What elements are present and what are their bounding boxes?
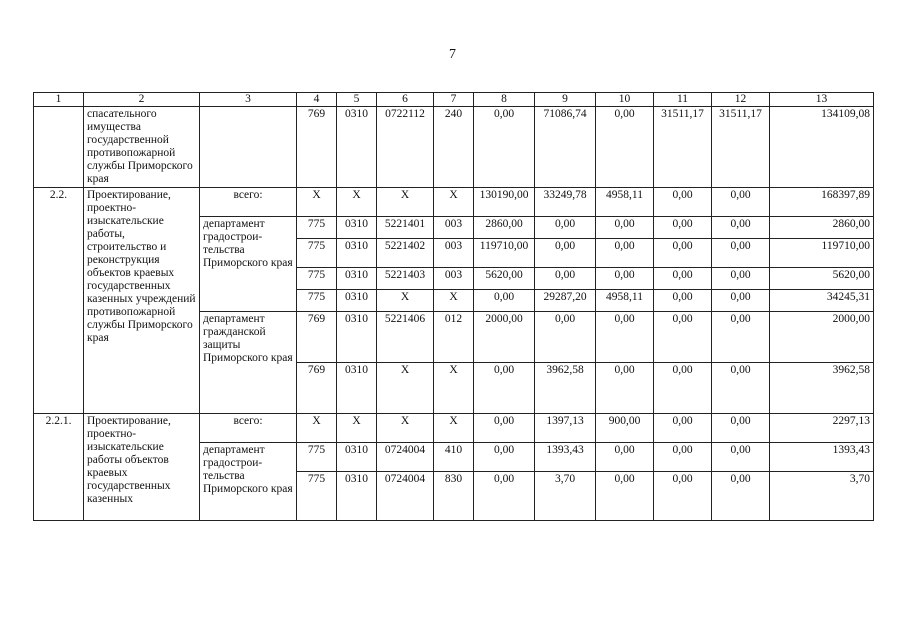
cell-total: 119710,00 [770, 239, 874, 268]
cell-csr: 5221406 [377, 312, 434, 363]
cell-rz-pr: 0310 [337, 312, 377, 363]
column-header-10: 10 [596, 93, 654, 107]
cell-rz-pr: Х [337, 188, 377, 217]
cell-grbs: 769 [297, 363, 337, 414]
cell-value-col11: 0,00 [654, 290, 712, 312]
column-header-2: 2 [84, 93, 200, 107]
cell-value-col12: 0,00 [712, 312, 770, 363]
cell-value-col9: 0,00 [535, 217, 596, 239]
cell-csr: 0722112 [377, 107, 434, 188]
column-header-8: 8 [474, 93, 535, 107]
cell-total: 2297,13 [770, 414, 874, 443]
cell-value-col11: 31511,17 [654, 107, 712, 188]
row-number [34, 107, 84, 188]
column-header-11: 11 [654, 93, 712, 107]
cell-value-col8: 0,00 [474, 107, 535, 188]
cell-value-col11: 0,00 [654, 414, 712, 443]
column-header-12: 12 [712, 93, 770, 107]
cell-value-col10: 0,00 [596, 268, 654, 290]
cell-value-col9: 0,00 [535, 312, 596, 363]
cell-value-col8: 119710,00 [474, 239, 535, 268]
cell-vr: 410 [434, 443, 474, 472]
column-header-5: 5 [337, 93, 377, 107]
cell-grbs: 769 [297, 312, 337, 363]
cell-grbs: 775 [297, 290, 337, 312]
cell-total: 134109,08 [770, 107, 874, 188]
row-executor: департамент градострои-тельства Приморского края [200, 443, 297, 521]
cell-csr: 5221401 [377, 217, 434, 239]
column-header-9: 9 [535, 93, 596, 107]
cell-rz-pr: Х [337, 414, 377, 443]
cell-value-col8: 0,00 [474, 363, 535, 414]
cell-csr: Х [377, 363, 434, 414]
cell-value-col12: 0,00 [712, 363, 770, 414]
row-executor [200, 107, 297, 188]
column-header-13: 13 [770, 93, 874, 107]
cell-total: 2000,00 [770, 312, 874, 363]
row-total-label: всего: [200, 414, 297, 443]
cell-grbs: 775 [297, 268, 337, 290]
cell-csr: Х [377, 290, 434, 312]
cell-total: 2860,00 [770, 217, 874, 239]
column-header-7: 7 [434, 93, 474, 107]
cell-value-col9: 71086,74 [535, 107, 596, 188]
cell-value-col12: 0,00 [712, 443, 770, 472]
cell-value-col12: 0,00 [712, 217, 770, 239]
table-row [34, 414, 874, 443]
cell-total: 1393,43 [770, 443, 874, 472]
row-description: Проектирование, проектно-изыскательские работы, строительство и реконструкция объектов краевых государственных казенных учреждений противопожарной службы Приморского края [84, 188, 200, 414]
cell-total: 3962,58 [770, 363, 874, 414]
cell-value-col11: 0,00 [654, 217, 712, 239]
cell-grbs: 775 [297, 239, 337, 268]
cell-rz-pr: 0310 [337, 268, 377, 290]
cell-value-col9: 1393,43 [535, 443, 596, 472]
cell-value-col11: 0,00 [654, 363, 712, 414]
row-executor: департамент градострои-тельства Приморского края [200, 217, 297, 312]
cell-csr: 5221403 [377, 268, 434, 290]
row-description: Проектирование, проектно-изыскательские работы объектов краевых государственных казенных [84, 414, 200, 521]
row-number: 2.2.1. [34, 414, 84, 521]
cell-value-col8: 0,00 [474, 290, 535, 312]
cell-value-col11: 0,00 [654, 443, 712, 472]
header-row [34, 93, 874, 107]
cell-rz-pr: 0310 [337, 290, 377, 312]
cell-value-col11: 0,00 [654, 268, 712, 290]
cell-vr: Х [434, 290, 474, 312]
cell-value-col10: 0,00 [596, 239, 654, 268]
cell-value-col12: 0,00 [712, 414, 770, 443]
cell-value-col8: 0,00 [474, 472, 535, 521]
budget-table [33, 92, 874, 521]
cell-value-col12: 0,00 [712, 268, 770, 290]
cell-value-col8: 0,00 [474, 443, 535, 472]
cell-value-col10: 0,00 [596, 217, 654, 239]
cell-vr: 003 [434, 217, 474, 239]
cell-value-col12: 0,00 [712, 239, 770, 268]
cell-vr: Х [434, 363, 474, 414]
cell-csr: 5221402 [377, 239, 434, 268]
cell-rz-pr: 0310 [337, 363, 377, 414]
cell-grbs: Х [297, 188, 337, 217]
cell-vr: 240 [434, 107, 474, 188]
cell-value-col10: 0,00 [596, 363, 654, 414]
cell-rz-pr: 0310 [337, 239, 377, 268]
cell-value-col10: 4958,11 [596, 188, 654, 217]
cell-grbs: 769 [297, 107, 337, 188]
cell-total: 5620,00 [770, 268, 874, 290]
cell-csr: Х [377, 188, 434, 217]
row-description: спасательного имущества государственной противопожарной службы Приморского края [84, 107, 200, 188]
cell-value-col10: 0,00 [596, 107, 654, 188]
cell-value-col9: 0,00 [535, 268, 596, 290]
cell-value-col11: 0,00 [654, 472, 712, 521]
cell-csr: 0724004 [377, 443, 434, 472]
cell-value-col8: 0,00 [474, 414, 535, 443]
cell-vr: 012 [434, 312, 474, 363]
cell-value-col8: 2860,00 [474, 217, 535, 239]
row-total-label: всего: [200, 188, 297, 217]
column-header-3: 3 [200, 93, 297, 107]
cell-csr: Х [377, 414, 434, 443]
table-row [34, 107, 874, 188]
column-header-6: 6 [377, 93, 434, 107]
page-number: 7 [449, 47, 456, 62]
cell-value-col10: 0,00 [596, 443, 654, 472]
cell-vr: 003 [434, 239, 474, 268]
cell-value-col9: 29287,20 [535, 290, 596, 312]
cell-value-col10: 0,00 [596, 472, 654, 521]
cell-rz-pr: 0310 [337, 472, 377, 521]
cell-value-col10: 0,00 [596, 312, 654, 363]
cell-grbs: 775 [297, 443, 337, 472]
cell-vr: 830 [434, 472, 474, 521]
cell-total: 3,70 [770, 472, 874, 521]
column-header-4: 4 [297, 93, 337, 107]
cell-value-col12: 0,00 [712, 188, 770, 217]
cell-grbs: 775 [297, 472, 337, 521]
row-executor: департамент гражданской защиты Приморского края [200, 312, 297, 414]
cell-csr: 0724004 [377, 472, 434, 521]
cell-grbs: 775 [297, 217, 337, 239]
cell-value-col9: 1397,13 [535, 414, 596, 443]
cell-vr: 003 [434, 268, 474, 290]
table-row [34, 188, 874, 217]
cell-rz-pr: 0310 [337, 217, 377, 239]
cell-value-col9: 33249,78 [535, 188, 596, 217]
cell-vr: Х [434, 188, 474, 217]
column-header-1: 1 [34, 93, 84, 107]
cell-value-col9: 3,70 [535, 472, 596, 521]
cell-value-col8: 5620,00 [474, 268, 535, 290]
cell-value-col11: 0,00 [654, 239, 712, 268]
cell-value-col9: 0,00 [535, 239, 596, 268]
row-number: 2.2. [34, 188, 84, 414]
cell-rz-pr: 0310 [337, 443, 377, 472]
cell-value-col11: 0,00 [654, 188, 712, 217]
cell-value-col8: 130190,00 [474, 188, 535, 217]
cell-value-col12: 0,00 [712, 290, 770, 312]
cell-value-col12: 31511,17 [712, 107, 770, 188]
cell-grbs: Х [297, 414, 337, 443]
cell-value-col10: 4958,11 [596, 290, 654, 312]
cell-total: 34245,31 [770, 290, 874, 312]
cell-vr: Х [434, 414, 474, 443]
cell-value-col10: 900,00 [596, 414, 654, 443]
cell-value-col11: 0,00 [654, 312, 712, 363]
cell-value-col9: 3962,58 [535, 363, 596, 414]
cell-rz-pr: 0310 [337, 107, 377, 188]
cell-value-col12: 0,00 [712, 472, 770, 521]
cell-total: 168397,89 [770, 188, 874, 217]
cell-value-col8: 2000,00 [474, 312, 535, 363]
